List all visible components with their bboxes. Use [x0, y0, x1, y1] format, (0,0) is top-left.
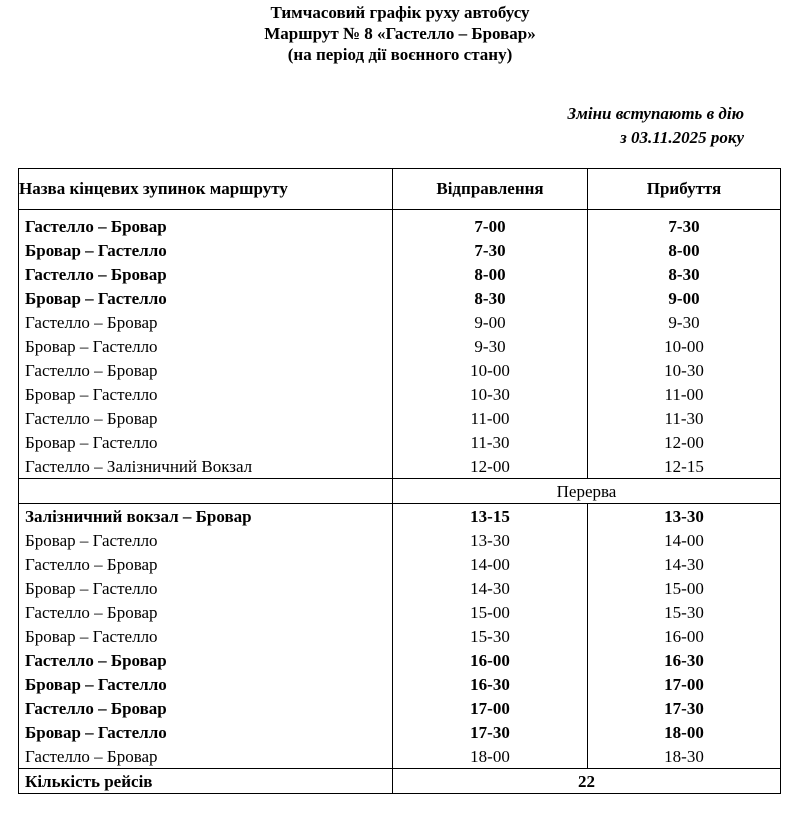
- route-name: Бровар – Гастелло: [19, 430, 393, 454]
- arrival-time: 12-15: [588, 454, 781, 479]
- route-name: Гастелло – Залізничний Вокзал: [19, 454, 393, 479]
- route-name: Бровар – Гастелло: [19, 672, 393, 696]
- arrival-time: 18-30: [588, 744, 781, 769]
- departure-time: 17-00: [393, 696, 588, 720]
- table-row: [19, 672, 781, 696]
- arrival-time: 8-30: [588, 262, 781, 286]
- departure-time: 18-00: [393, 744, 588, 769]
- arrival-time: 14-30: [588, 552, 781, 576]
- table-row: [19, 454, 781, 479]
- table-row: [19, 720, 781, 744]
- arrival-time: 17-00: [588, 672, 781, 696]
- arrival-time: 16-00: [588, 624, 781, 648]
- table-row: [19, 552, 781, 576]
- arrival-time: 8-00: [588, 238, 781, 262]
- schedule-body: [19, 210, 781, 794]
- arrival-time: 10-30: [588, 358, 781, 382]
- table-row: [19, 528, 781, 552]
- departure-time: 10-30: [393, 382, 588, 406]
- table-row: [19, 334, 781, 358]
- effective-date-notice: [568, 102, 744, 150]
- document-header: [0, 2, 800, 65]
- break-empty-cell: [19, 479, 393, 504]
- schedule-table: [18, 168, 781, 794]
- route-name: Гастелло – Бровар: [19, 214, 393, 238]
- route-name: Бровар – Гастелло: [19, 528, 393, 552]
- table-row: [19, 600, 781, 624]
- table-row: [19, 624, 781, 648]
- route-name: Бровар – Гастелло: [19, 382, 393, 406]
- table-row: [19, 262, 781, 286]
- departure-time: 7-30: [393, 238, 588, 262]
- route-name: Бровар – Гастелло: [19, 238, 393, 262]
- route-name: Гастелло – Бровар: [19, 406, 393, 430]
- arrival-time: 11-00: [588, 382, 781, 406]
- break-row: [19, 479, 781, 504]
- route-title: Маршрут № 8 «Гастелло – Бровар»: [264, 24, 536, 43]
- total-value: 22: [393, 769, 781, 794]
- table-header-row: [19, 169, 781, 210]
- arrival-time: 15-00: [588, 576, 781, 600]
- arrival-time: 12-00: [588, 430, 781, 454]
- departure-time: 14-30: [393, 576, 588, 600]
- route-name: Гастелло – Бровар: [19, 358, 393, 382]
- arrival-time: 11-30: [588, 406, 781, 430]
- table-row: [19, 576, 781, 600]
- arrival-time: 7-30: [588, 214, 781, 238]
- table-row: [19, 406, 781, 430]
- departure-time: 12-00: [393, 454, 588, 479]
- departure-time: 8-30: [393, 286, 588, 310]
- route-name: Бровар – Гастелло: [19, 624, 393, 648]
- route-name: Бровар – Гастелло: [19, 720, 393, 744]
- table-row: [19, 286, 781, 310]
- table-row: [19, 358, 781, 382]
- arrival-time: 10-00: [588, 334, 781, 358]
- departure-time: 17-30: [393, 720, 588, 744]
- arrival-time: 9-00: [588, 286, 781, 310]
- route-name: Гастелло – Бровар: [19, 552, 393, 576]
- table-row: [19, 430, 781, 454]
- departure-time: 11-00: [393, 406, 588, 430]
- arrival-time: 17-30: [588, 696, 781, 720]
- departure-time: 14-00: [393, 552, 588, 576]
- route-name: Гастелло – Бровар: [19, 262, 393, 286]
- departure-time: 7-00: [393, 214, 588, 238]
- table-row: [19, 238, 781, 262]
- arrival-time: 13-30: [588, 504, 781, 529]
- arrival-time: 15-30: [588, 600, 781, 624]
- header-departure: Відправлення: [393, 169, 588, 210]
- arrival-time: 14-00: [588, 528, 781, 552]
- departure-time: 9-30: [393, 334, 588, 358]
- arrival-time: 18-00: [588, 720, 781, 744]
- departure-time: 13-15: [393, 504, 588, 529]
- break-label: Перерва: [393, 479, 781, 504]
- departure-time: 11-30: [393, 430, 588, 454]
- route-name: Бровар – Гастелло: [19, 286, 393, 310]
- notice-effective-date: з 03.11.2025 року: [620, 128, 744, 147]
- arrival-time: 16-30: [588, 648, 781, 672]
- route-name: Гастелло – Бровар: [19, 696, 393, 720]
- departure-time: 10-00: [393, 358, 588, 382]
- table-row: [19, 648, 781, 672]
- table-row: [19, 696, 781, 720]
- departure-time: 16-30: [393, 672, 588, 696]
- departure-time: 13-30: [393, 528, 588, 552]
- header-route: Назва кінцевих зупинок маршруту: [19, 169, 393, 210]
- departure-time: 16-00: [393, 648, 588, 672]
- route-name: Бровар – Гастелло: [19, 576, 393, 600]
- document-title: Тимчасовий графік руху автобусу: [270, 3, 530, 22]
- route-name: Бровар – Гастелло: [19, 334, 393, 358]
- route-name: Залізничний вокзал – Бровар: [19, 504, 393, 529]
- total-label: Кількість рейсів: [19, 769, 393, 794]
- route-name: Гастелло – Бровар: [19, 744, 393, 769]
- table-row: [19, 214, 781, 238]
- arrival-time: 9-30: [588, 310, 781, 334]
- route-name: Гастелло – Бровар: [19, 310, 393, 334]
- departure-time: 8-00: [393, 262, 588, 286]
- route-name: Гастелло – Бровар: [19, 648, 393, 672]
- departure-time: 15-00: [393, 600, 588, 624]
- table-row: [19, 504, 781, 529]
- table-row: [19, 310, 781, 334]
- route-name: Гастелло – Бровар: [19, 600, 393, 624]
- total-row: [19, 769, 781, 794]
- departure-time: 15-30: [393, 624, 588, 648]
- notice-line-1: Зміни вступають в дію: [567, 104, 744, 123]
- table-row: [19, 744, 781, 769]
- table-row: [19, 382, 781, 406]
- period-note: (на період дії воєнного стану): [287, 45, 513, 64]
- departure-time: 9-00: [393, 310, 588, 334]
- header-arrival: Прибуття: [588, 169, 781, 210]
